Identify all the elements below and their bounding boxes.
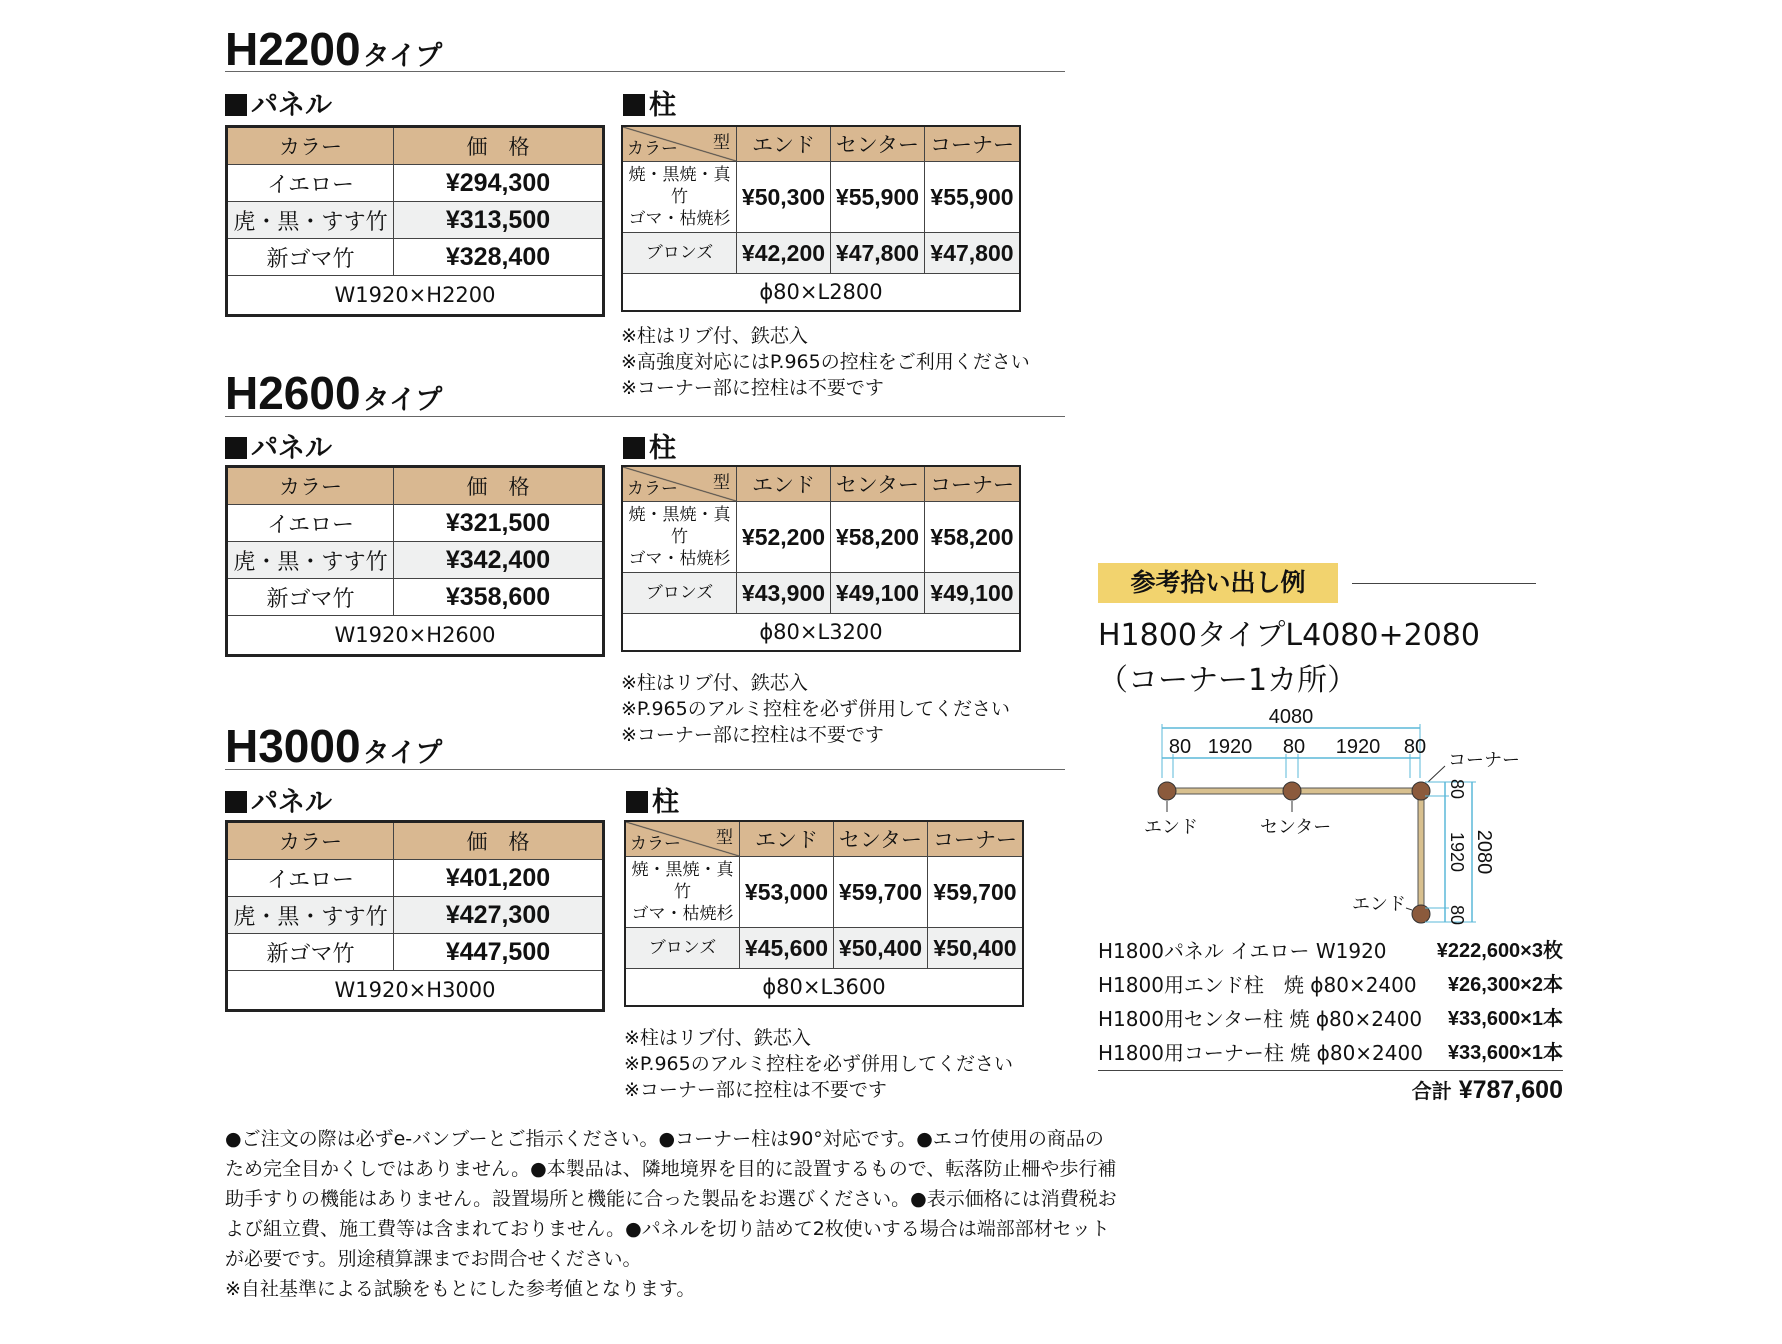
list-item: H1800パネル イエロー W1920 ¥222,600×3枚 xyxy=(1098,939,1563,963)
panel-dimension: W1920×H3000 xyxy=(227,971,604,1011)
dim-seg: 80 xyxy=(1403,736,1427,758)
table-row: イエロー ¥294,300 xyxy=(227,165,604,202)
label-end-left: エンド xyxy=(1144,817,1198,837)
label-corner: コーナー xyxy=(1448,750,1520,770)
col-header-color: カラー xyxy=(227,127,394,165)
pillar-price-table: カラー 型 エンド センター コーナー 焼・黒焼・真竹 ゴマ・枯焼杉 ¥53,000 ¥59,700 ¥59,700 ブロンズ ¥45,600 ¥50,400 ¥50,400 ϕ80×L3600 xyxy=(624,820,1024,1007)
panel-heading: パネル xyxy=(225,83,332,122)
pillar-corner xyxy=(1412,782,1430,800)
pillar-heading: 柱 xyxy=(626,780,679,819)
corner-header: カラー 型 xyxy=(622,126,737,162)
example-subtitle: （コーナー1カ所） xyxy=(1098,663,1358,698)
pillar-notes: ※柱はリブ付、鉄芯入 ※高強度対応にはP.965の控柱をご利用ください ※コーナー部に控柱は不要です xyxy=(621,325,1030,399)
col-header-corner: コーナー xyxy=(924,126,1020,162)
total-rule xyxy=(1098,1070,1563,1071)
dim-total-width: 4080 xyxy=(1268,706,1314,728)
corner-header: カラー 型 xyxy=(625,821,740,857)
section-title-h3000: H3000タイプ xyxy=(225,720,443,772)
dim-vseg: 80 xyxy=(1447,904,1467,926)
pillar-price-table: カラー 型 エンド センター コーナー 焼・黒焼・真竹 ゴマ・枯焼杉 ¥52,200 ¥58,200 ¥58,200 ブロンズ ¥43,900 ¥49,100 ¥49,100 ϕ80×L3200 xyxy=(621,465,1021,652)
dim-seg: 1920 xyxy=(1207,736,1253,758)
col-header-end: エンド xyxy=(737,126,831,162)
example-total: 合計 ¥787,600 xyxy=(1411,1076,1563,1104)
table-row: ブロンズ ¥45,600 ¥50,400 ¥50,400 xyxy=(625,928,1023,969)
example-badge: 参考拾い出し例 xyxy=(1098,563,1338,603)
dim-seg: 1920 xyxy=(1335,736,1381,758)
list-item: H1800用センター柱 焼 ϕ80×2400 ¥33,600×1本 xyxy=(1098,1007,1563,1031)
pillar-dimension: ϕ80×L3200 xyxy=(622,614,1020,652)
section-rule xyxy=(225,71,1065,72)
section-title-h2200: H2200タイプ xyxy=(225,23,443,75)
pillar-notes: ※柱はリブ付、鉄芯入 ※P.965のアルミ控柱を必ず併用してください ※コーナー部に控柱は不要です xyxy=(624,1027,1013,1101)
pillar-end-left xyxy=(1158,782,1176,800)
table-row: イエロー ¥321,500 xyxy=(227,505,604,542)
pillar-notes: ※柱はリブ付、鉄芯入 ※P.965のアルミ控柱を必ず併用してください ※コーナー部に控柱は不要です xyxy=(621,672,1010,746)
layout-diagram xyxy=(1100,700,1560,930)
pillar-heading: 柱 xyxy=(623,83,676,122)
footer-notes: ●ご注文の際は必ずe-バンブーとご指示ください。●コーナー柱は90°対応です。●エコ竹使用の商品の ため完全目かくしではありません。●本製品は、隣地境界を目的に設置するもので、転落防止柵や歩行補 助手すりの機能はありません。設置場所と機能に合った製品をお選びください。●表示価格には消費税お よび組立費、施工費等は含まれておりません。●パネルを切り詰めて2枚使いする場合は端部部材セット が必要です。別途積算課までお問合せください。 ※自社基準による試験をもとにした参考値となります。 xyxy=(225,1128,1117,1300)
list-item: H1800用コーナー柱 焼 ϕ80×2400 ¥33,600×1本 xyxy=(1098,1041,1563,1065)
table-row: 虎・黒・すす竹 ¥427,300 xyxy=(227,897,604,934)
col-header-price: 価 格 xyxy=(394,127,604,165)
dim-seg: 80 xyxy=(1282,736,1306,758)
table-row: 焼・黒焼・真竹 ゴマ・枯焼杉 ¥52,200 ¥58,200 ¥58,200 xyxy=(622,502,1020,573)
table-row: イエロー ¥401,200 xyxy=(227,860,604,897)
table-row: ブロンズ ¥43,900 ¥49,100 ¥49,100 xyxy=(622,573,1020,614)
pillar-center xyxy=(1283,782,1301,800)
panel-heading: パネル xyxy=(225,426,332,465)
table-row: 虎・黒・すす竹 ¥313,500 xyxy=(227,202,604,239)
section-rule xyxy=(225,769,1065,770)
corner-header: カラー 型 xyxy=(622,466,737,502)
dim-seg: 80 xyxy=(1168,736,1192,758)
table-row: 虎・黒・すす竹 ¥342,400 xyxy=(227,542,604,579)
dim-total-height: 2080 xyxy=(1473,829,1495,875)
section-title-h2600: H2600タイプ xyxy=(225,367,443,419)
table-row: 焼・黒焼・真竹 ゴマ・枯焼杉 ¥53,000 ¥59,700 ¥59,700 xyxy=(625,857,1023,928)
panel-price-table: カラー 価 格 イエロー ¥401,200 虎・黒・すす竹 ¥427,300 新ゴマ竹 ¥447,500 W1920×H3000 xyxy=(225,820,605,1012)
panel-dimension: W1920×H2600 xyxy=(227,616,604,656)
panel-price-table: カラー 価 格 イエロー ¥321,500 虎・黒・すす竹 ¥342,400 新ゴマ竹 ¥358,600 W1920×H2600 xyxy=(225,465,605,657)
pillar-heading: 柱 xyxy=(623,426,676,465)
panel-price-table xyxy=(225,125,605,317)
table-row: 新ゴマ竹 ¥358,600 xyxy=(227,579,604,616)
rail-vertical xyxy=(1418,791,1424,914)
table-row: 焼・黒焼・真竹 ゴマ・枯焼杉 ¥50,300 ¥55,900 ¥55,900 xyxy=(622,162,1020,233)
panel-heading: パネル xyxy=(225,780,332,819)
list-item: H1800用エンド柱 焼 ϕ80×2400 ¥26,300×2本 xyxy=(1098,973,1563,997)
pillar-dimension: ϕ80×L2800 xyxy=(622,274,1020,312)
example-rule xyxy=(1352,583,1536,584)
label-end-bottom: エンド xyxy=(1352,894,1406,914)
table-row: 新ゴマ竹 ¥328,400 xyxy=(227,239,604,276)
pillar-dimension: ϕ80×L3600 xyxy=(625,969,1023,1007)
panel-dimension: W1920×H2200 xyxy=(227,276,604,316)
section-rule xyxy=(225,416,1065,417)
example-item-list xyxy=(1098,934,1563,1070)
dim-vseg: 80 xyxy=(1447,778,1467,800)
example-title: H1800タイプL4080+2080 xyxy=(1098,618,1480,653)
col-header-center: センター xyxy=(830,126,924,162)
dim-vseg: 1920 xyxy=(1447,831,1467,873)
table-row: ブロンズ ¥42,200 ¥47,800 ¥47,800 xyxy=(622,233,1020,274)
table-row: 新ゴマ竹 ¥447,500 xyxy=(227,934,604,971)
pillar-price-table xyxy=(621,125,1021,312)
label-center: センター xyxy=(1260,817,1332,837)
